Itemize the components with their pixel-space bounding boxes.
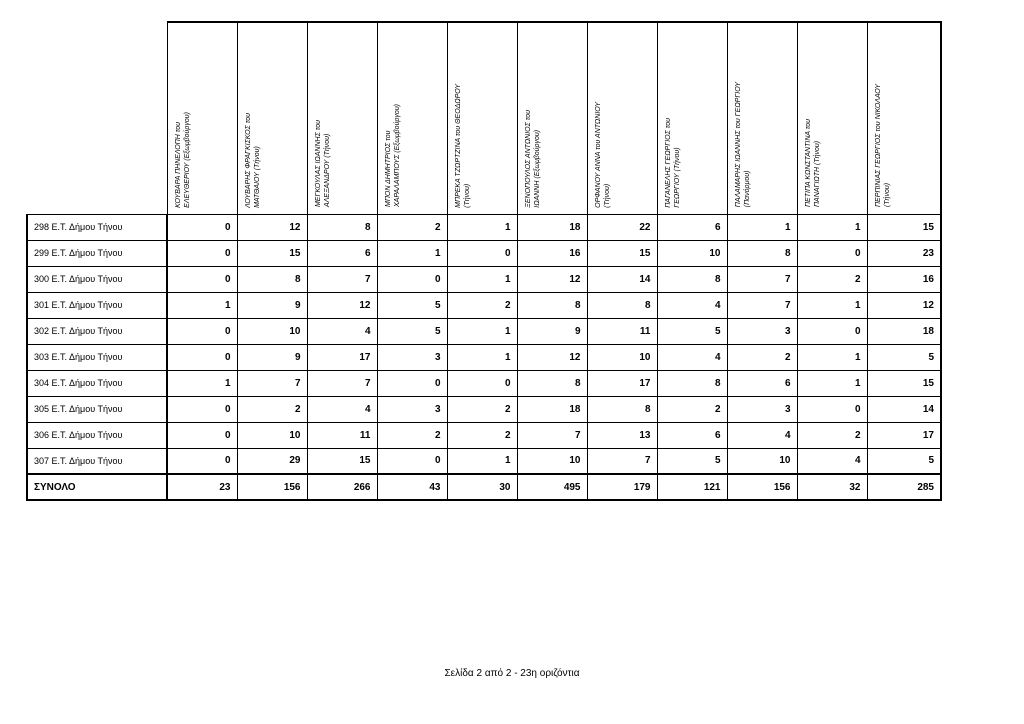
table-row	[27, 396, 941, 422]
vote-count: 18	[867, 318, 941, 344]
candidate-name: ΠΕΡΠΙΝΙΑΣ ΓΕΩΡΓΙΟΣ του ΝΙΚΟΛΑΟΥ (Τήνου)	[874, 84, 891, 208]
candidate-name: ΜΠΟΝ ΔΗΜΗΤΡΙΟΣ του ΧΑΡΑΛΑΜΠΟΥΣ (Εξωμβούργου)	[384, 104, 401, 208]
candidate-header	[587, 22, 657, 214]
vote-count: 10	[237, 422, 307, 448]
vote-count: 1	[447, 448, 517, 474]
vote-count: 2	[797, 422, 867, 448]
vote-count: 4	[307, 396, 377, 422]
vote-count: 13	[587, 422, 657, 448]
vote-count: 7	[727, 292, 797, 318]
vote-count: 0	[377, 266, 447, 292]
table-row	[27, 448, 941, 474]
vote-count: 7	[307, 370, 377, 396]
vote-count: 8	[517, 370, 587, 396]
vote-count: 8	[237, 266, 307, 292]
vote-count: 1	[447, 266, 517, 292]
vote-count: 11	[307, 422, 377, 448]
vote-count: 0	[167, 240, 237, 266]
vote-count: 14	[867, 396, 941, 422]
station-name: 307 Ε.Τ. Δήμου Τήνου	[27, 448, 167, 474]
candidate-header	[167, 22, 237, 214]
vote-count: 17	[587, 370, 657, 396]
vote-count: 2	[797, 266, 867, 292]
total-count: 156	[237, 474, 307, 500]
vote-count: 0	[797, 318, 867, 344]
station-name: 303 Ε.Τ. Δήμου Τήνου	[27, 344, 167, 370]
table-row	[27, 292, 941, 318]
vote-count: 1	[447, 318, 517, 344]
vote-count: 16	[867, 266, 941, 292]
total-label: ΣΥΝΟΛΟ	[27, 474, 167, 500]
vote-count: 0	[447, 240, 517, 266]
total-count: 43	[377, 474, 447, 500]
vote-count: 0	[167, 318, 237, 344]
vote-count: 17	[307, 344, 377, 370]
vote-count: 1	[447, 344, 517, 370]
vote-count: 2	[447, 422, 517, 448]
total-count: 30	[447, 474, 517, 500]
vote-count: 0	[167, 266, 237, 292]
vote-count: 22	[587, 214, 657, 240]
vote-count: 1	[377, 240, 447, 266]
candidate-header	[657, 22, 727, 214]
vote-count: 15	[237, 240, 307, 266]
station-name: 305 Ε.Τ. Δήμου Τήνου	[27, 396, 167, 422]
vote-count: 4	[307, 318, 377, 344]
vote-count: 7	[307, 266, 377, 292]
vote-count: 4	[727, 422, 797, 448]
vote-count: 2	[447, 292, 517, 318]
vote-count: 2	[237, 396, 307, 422]
total-count: 32	[797, 474, 867, 500]
total-count: 179	[587, 474, 657, 500]
vote-count: 10	[517, 448, 587, 474]
table-row	[27, 318, 941, 344]
vote-count: 15	[307, 448, 377, 474]
vote-count: 18	[517, 396, 587, 422]
vote-count: 8	[657, 370, 727, 396]
vote-count: 12	[237, 214, 307, 240]
candidate-header	[867, 22, 941, 214]
vote-count: 1	[167, 370, 237, 396]
vote-count: 10	[237, 318, 307, 344]
candidate-header	[447, 22, 517, 214]
candidate-header	[377, 22, 447, 214]
vote-count: 0	[377, 448, 447, 474]
vote-count: 7	[517, 422, 587, 448]
vote-count: 8	[657, 266, 727, 292]
vote-count: 6	[657, 214, 727, 240]
vote-count: 0	[797, 240, 867, 266]
total-row	[27, 474, 941, 500]
vote-count: 1	[797, 214, 867, 240]
candidate-name: ΜΠΡΕΚΑ ΤΖΩΡΤΖΙΝΑ του ΘΕΟΔΩΡΟΥ (Τήνου)	[454, 83, 471, 208]
vote-count: 2	[377, 214, 447, 240]
table-row	[27, 266, 941, 292]
corner-cell	[27, 22, 167, 214]
candidate-name: ΟΡΦΑΝΟΥ ΑΝΝΑ του ΑΝΤΩΝΙΟΥ (Τήνου)	[594, 101, 611, 208]
vote-count: 0	[167, 344, 237, 370]
vote-count: 1	[797, 344, 867, 370]
vote-count: 8	[307, 214, 377, 240]
vote-count: 4	[657, 292, 727, 318]
vote-count: 0	[167, 448, 237, 474]
vote-count: 5	[657, 448, 727, 474]
vote-count: 9	[517, 318, 587, 344]
station-name: 302 Ε.Τ. Δήμου Τήνου	[27, 318, 167, 344]
vote-count: 2	[377, 422, 447, 448]
vote-count: 3	[377, 344, 447, 370]
vote-count: 1	[167, 292, 237, 318]
vote-count: 3	[727, 396, 797, 422]
station-name: 300 Ε.Τ. Δήμου Τήνου	[27, 266, 167, 292]
total-count: 23	[167, 474, 237, 500]
vote-count: 10	[727, 448, 797, 474]
vote-count: 8	[587, 292, 657, 318]
candidate-name: ΠΑΓΑΝΕΛΗΣ ΓΕΩΡΓΙΟΣ του ΓΕΩΡΓΙΟΥ (Τήνου)	[664, 117, 681, 208]
vote-count: 7	[587, 448, 657, 474]
vote-count: 0	[167, 422, 237, 448]
vote-count: 12	[867, 292, 941, 318]
candidate-name: ΛΟΥΒΑΡΗΣ ΦΡΑΓΚΙΣΚΟΣ του ΜΑΤΘΑΙΟΥ (Τήνου)	[244, 112, 261, 208]
vote-count: 12	[307, 292, 377, 318]
vote-count: 1	[797, 292, 867, 318]
vote-count: 8	[517, 292, 587, 318]
vote-count: 7	[237, 370, 307, 396]
vote-count: 15	[587, 240, 657, 266]
vote-count: 8	[727, 240, 797, 266]
vote-count: 5	[377, 292, 447, 318]
vote-count: 2	[727, 344, 797, 370]
vote-count: 10	[657, 240, 727, 266]
table-row	[27, 214, 941, 240]
vote-count: 3	[377, 396, 447, 422]
vote-count: 1	[797, 370, 867, 396]
total-count: 156	[727, 474, 797, 500]
vote-count: 7	[727, 266, 797, 292]
vote-count: 10	[587, 344, 657, 370]
vote-count: 6	[727, 370, 797, 396]
table-row	[27, 240, 941, 266]
vote-count: 29	[237, 448, 307, 474]
candidate-header	[797, 22, 867, 214]
table-row	[27, 344, 941, 370]
vote-count: 18	[517, 214, 587, 240]
vote-count: 0	[167, 396, 237, 422]
total-count: 266	[307, 474, 377, 500]
vote-count: 2	[657, 396, 727, 422]
vote-count: 1	[727, 214, 797, 240]
vote-count: 1	[447, 214, 517, 240]
station-name: 301 Ε.Τ. Δήμου Τήνου	[27, 292, 167, 318]
vote-count: 5	[657, 318, 727, 344]
candidate-header	[727, 22, 797, 214]
vote-count: 16	[517, 240, 587, 266]
candidate-name: ΠΑΛΑΜΑΡΗΣ ΙΩΑΝΝΗΣ του ΓΕΩΡΓΙΟΥ (Πανόρμου)	[734, 82, 751, 208]
candidate-header-row	[27, 22, 941, 214]
vote-count: 0	[447, 370, 517, 396]
candidate-header	[307, 22, 377, 214]
total-count: 495	[517, 474, 587, 500]
vote-count: 0	[797, 396, 867, 422]
vote-count: 2	[447, 396, 517, 422]
candidate-name: ΞΕΝΟΠΟΥΛΟΣ ΑΝΤΩΝΙΟΣ του ΙΩΑΝΝΗ (Εξωμβούργου)	[524, 109, 541, 208]
station-name: 299 Ε.Τ. Δήμου Τήνου	[27, 240, 167, 266]
vote-count: 23	[867, 240, 941, 266]
candidate-header	[517, 22, 587, 214]
results-table	[26, 21, 942, 501]
total-count: 121	[657, 474, 727, 500]
total-count: 285	[867, 474, 941, 500]
candidate-name: ΠΕΤΙΠΑ ΚΩΝΣΤΑΝΤΙΝΑ του ΠΑΝΑΓΙΩΤΗ (Τήνου)	[804, 119, 821, 208]
vote-count: 12	[517, 266, 587, 292]
candidate-name: ΚΟΥΒΑΡΑ ΠΗΝΕΛΟΠΗ του ΕΛΕΥΘΕΡΙΟΥ (Εξωμβούργου)	[174, 111, 191, 208]
vote-count: 15	[867, 214, 941, 240]
vote-count: 3	[727, 318, 797, 344]
station-name: 304 Ε.Τ. Δήμου Τήνου	[27, 370, 167, 396]
vote-count: 6	[657, 422, 727, 448]
vote-count: 5	[377, 318, 447, 344]
vote-count: 11	[587, 318, 657, 344]
vote-count: 5	[867, 448, 941, 474]
vote-count: 4	[797, 448, 867, 474]
candidate-header	[237, 22, 307, 214]
vote-count: 0	[167, 214, 237, 240]
vote-count: 14	[587, 266, 657, 292]
station-name: 298 Ε.Τ. Δήμου Τήνου	[27, 214, 167, 240]
table-body	[27, 214, 941, 500]
table-row	[27, 370, 941, 396]
station-name: 306 Ε.Τ. Δήμου Τήνου	[27, 422, 167, 448]
vote-count: 8	[587, 396, 657, 422]
vote-count: 4	[657, 344, 727, 370]
vote-count: 6	[307, 240, 377, 266]
candidate-name: ΜΕΓΚΟΥΛΑΣ ΙΩΑΝΝΗΣ του ΑΛΕΞΑΝΔΡΟΥ (Τήνου)	[314, 120, 331, 208]
vote-count: 0	[377, 370, 447, 396]
vote-count: 9	[237, 292, 307, 318]
page-footer: Σελίδα 2 από 2 - 23η οριζόντια	[444, 668, 580, 679]
vote-count: 17	[867, 422, 941, 448]
vote-count: 5	[867, 344, 941, 370]
vote-count: 12	[517, 344, 587, 370]
vote-count: 9	[237, 344, 307, 370]
vote-count: 15	[867, 370, 941, 396]
table-row	[27, 422, 941, 448]
